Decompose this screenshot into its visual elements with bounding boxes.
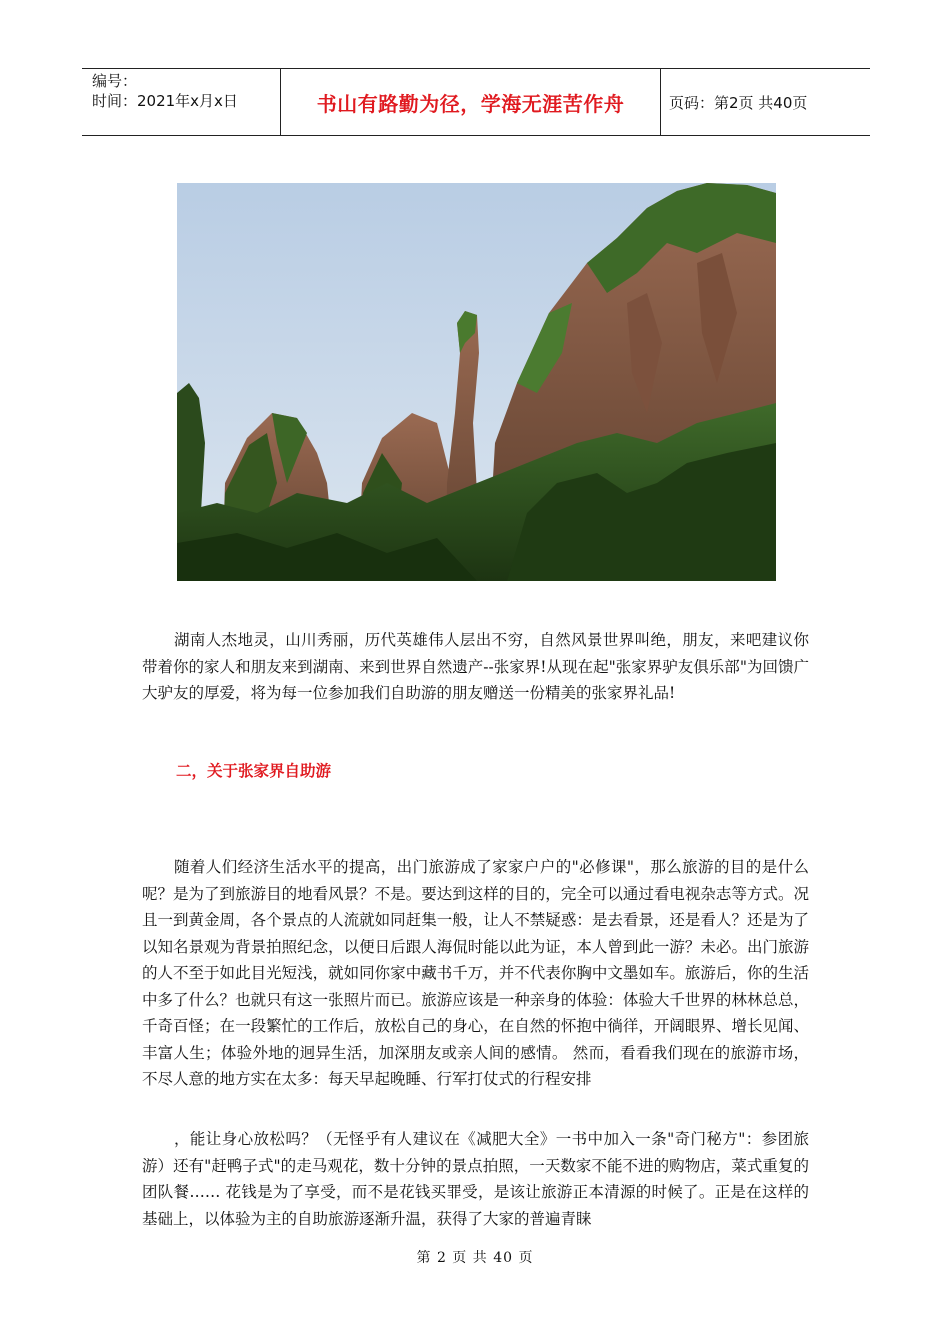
intro-paragraph: 湖南人杰地灵，山川秀丽，历代英雄伟人层出不穷，自然风景世界叫绝，朋友，来吧建议你带着你的家人和朋友来到湖南、来到世界自然遗产--张家界!从现在起"张家界驴友俱乐部"为回馈广大驴友的厚爱，将为每一位参加我们自助游的朋友赠送一份精美的张家界礼品! xyxy=(142,631,809,702)
document-date: 时间：2021年x月x日 xyxy=(92,92,238,110)
body-paragraph-2: 随着人们经济生活水平的提高，出门旅游成了家家户户的"必修课"，那么旅游的目的是什么呢？是为了到旅游目的地看风景？不是。要达到这样的目的，完全可以通过看电视杂志等方式。况且一到黄金周，各个景点的人流就如同赶集一般，让人不禁疑惑：是去看景，还是看人？还是为了以知名景观为背景拍照纪念，以便日后跟人海侃时能以此为证，本人曾到此一游？未必。出门旅游的人不至于如此目光短浅，就如同你家中藏书千万，并不代表你胸中文墨如车。旅游后，你的生活中多了什么？也就只有这一张照片而已。旅游应该是一种亲身的体验：体验大千世界的林林总总，千奇百怪；在一段繁忙的工作后，放松自己的身心，在自然的怀抱中徜徉，开阔眼界、增长见闻、丰富人生；体验外地的迥异生活，加深朋友或亲人间的感情。 然而，看看我们现在的旅游市场，不尽人意的地方实在太多：每天早起晚睡、行军打仗式的行程安排 xyxy=(142,858,809,1088)
header-page-info: 页码：第2页 共40页 xyxy=(669,93,808,112)
section-heading: 二，关于张家界自助游 xyxy=(176,761,332,780)
page-footer: 第 2 页 共 40 页 xyxy=(416,1250,534,1266)
document-number-label: 编号： xyxy=(92,72,138,90)
header-meta xyxy=(82,69,281,135)
landscape-illustration xyxy=(177,183,776,581)
header-motto: 书山有路勤为径，学海无涯苦作舟 xyxy=(281,69,661,135)
body-paragraph-3: ，能让身心放松吗？（无怪乎有人建议在《减肥大全》一书中加入一条"奇门秘方"：参团旅游）还有"赶鸭子式"的走马观花，数十分钟的景点拍照，一天数家不能不进的购物店，菜式重复的团队餐…… 花钱是为了享受，而不是花钱买罪受，是该让旅游正本清源的时候了。正是在这样的基础上，以体验为主的自助旅游逐渐升温，获得了大家的普遍青睐 xyxy=(142,1130,809,1228)
mountain-peaks-photo xyxy=(177,183,776,581)
page-header xyxy=(82,68,870,136)
